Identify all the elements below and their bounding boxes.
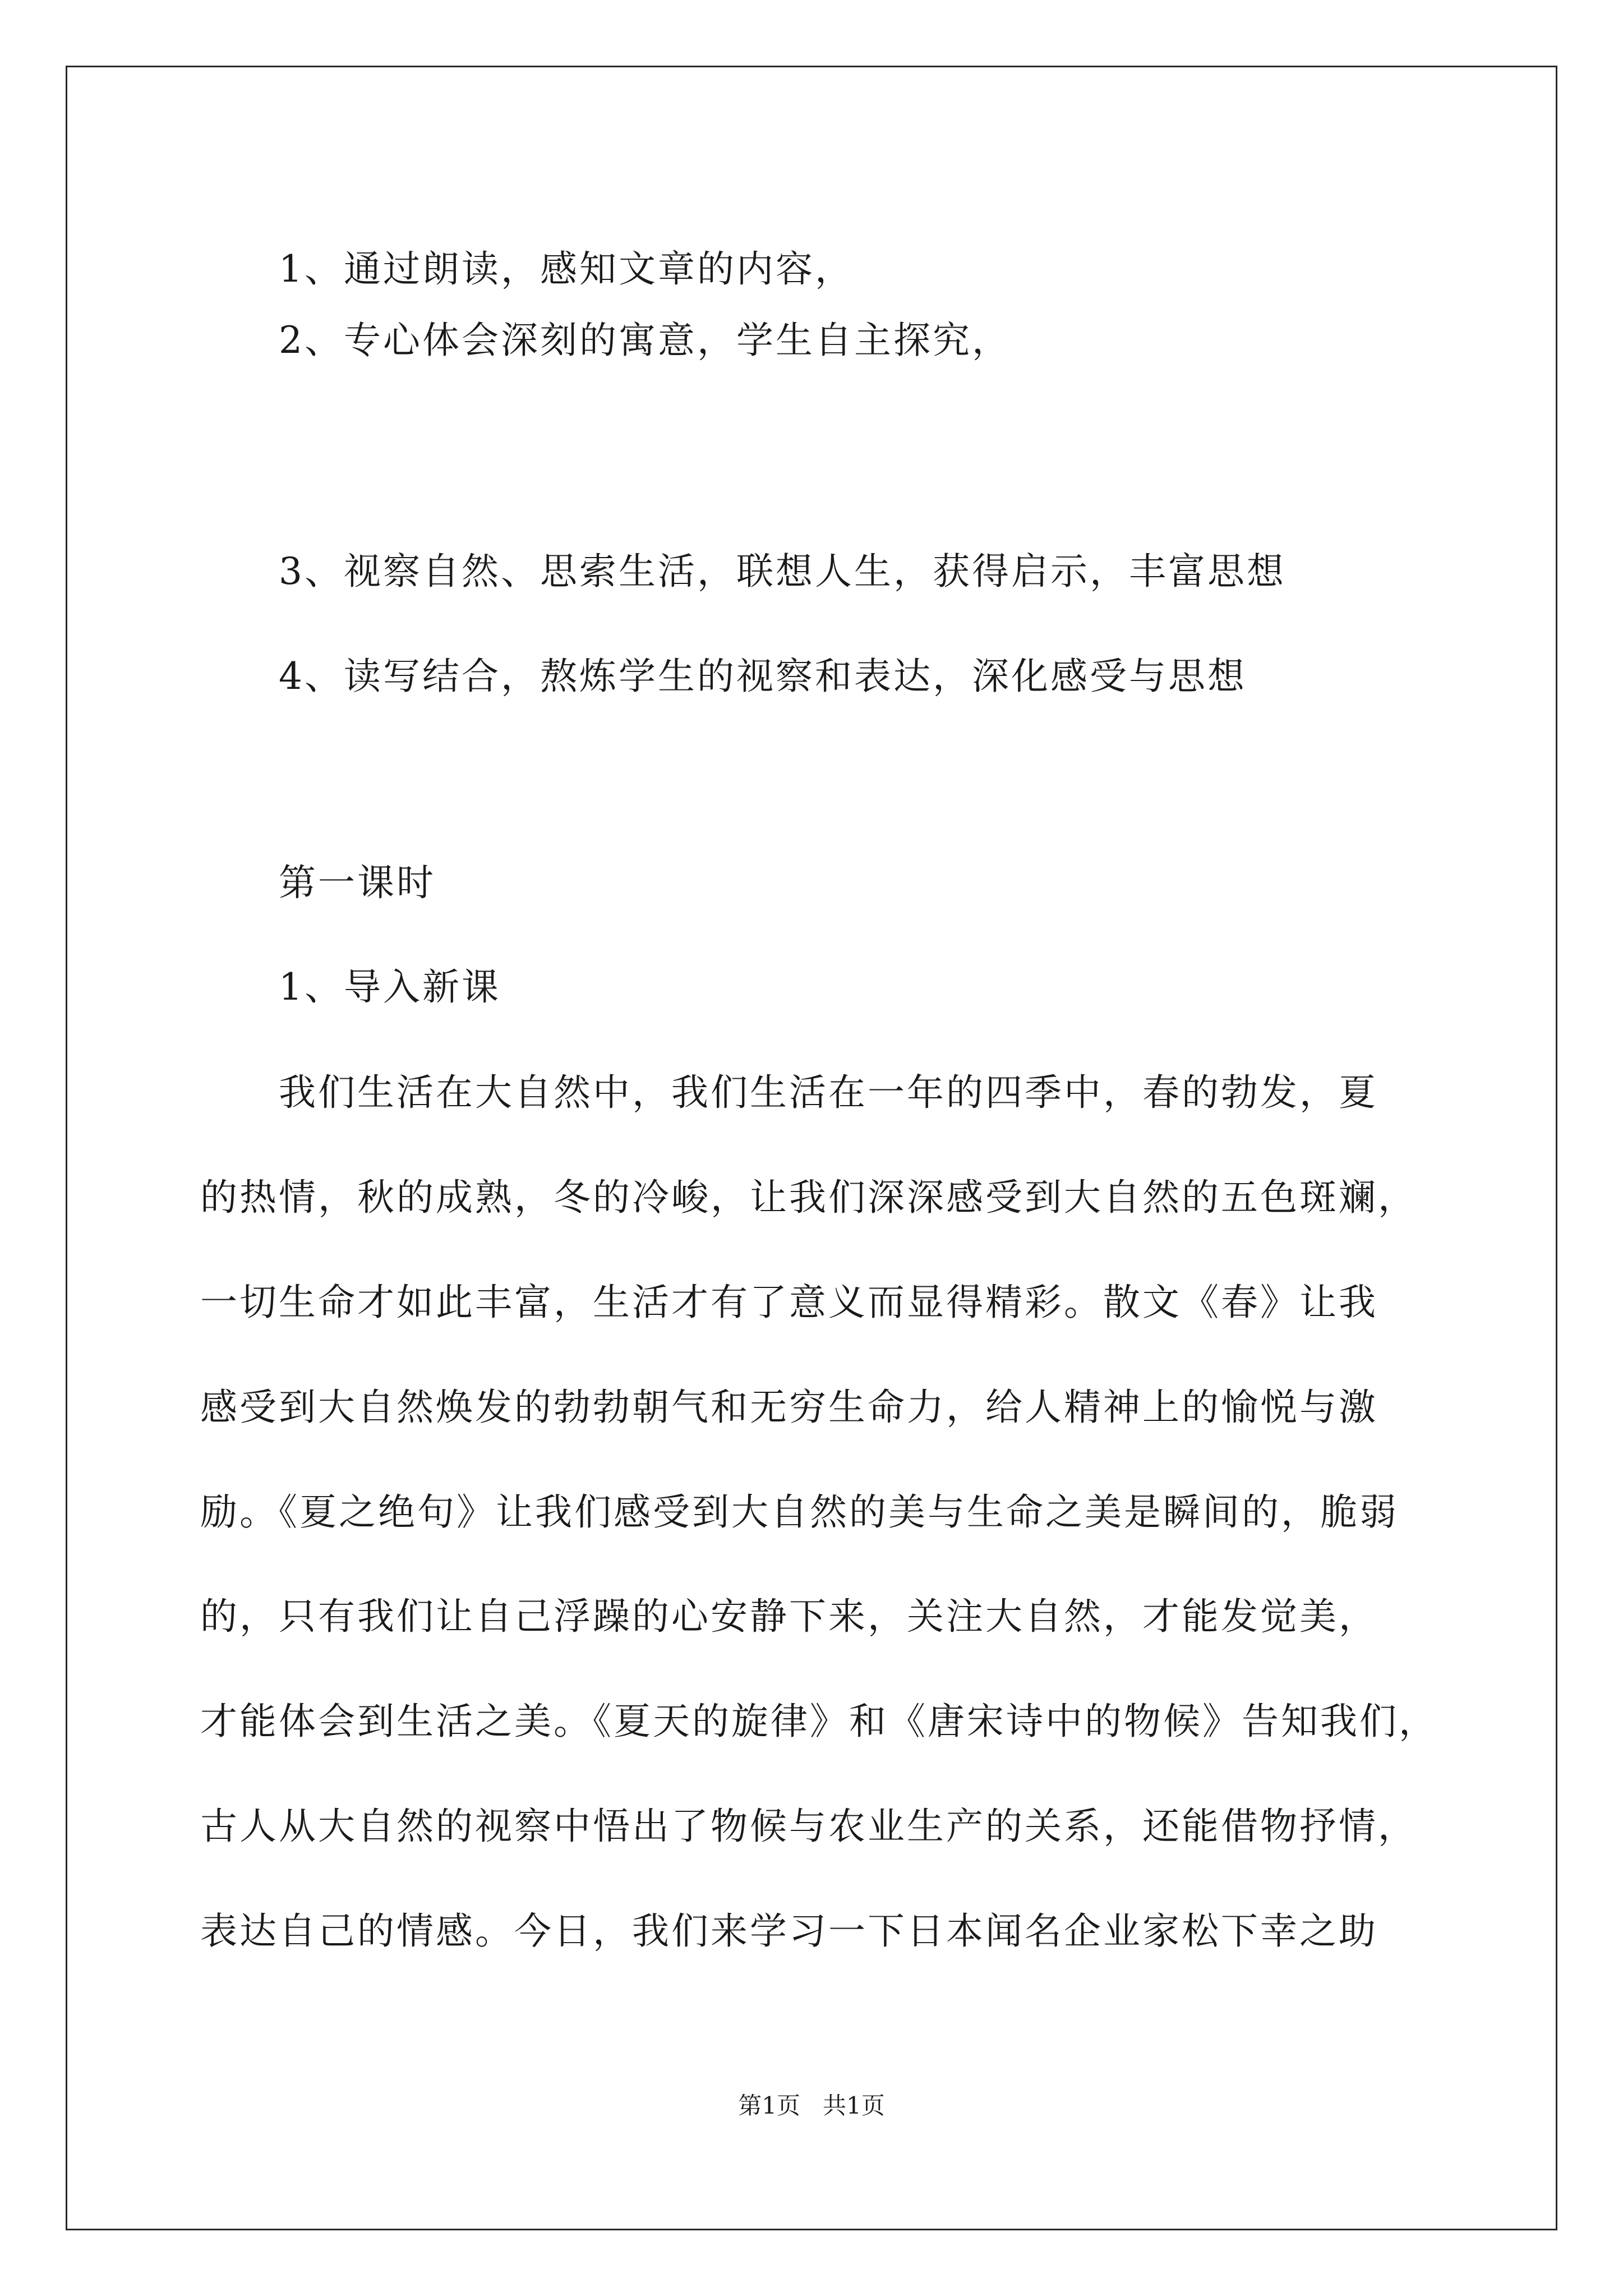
paragraph-line: 古人从大自然的视察中悟出了物候与农业生产的关系，还能借物抒情， xyxy=(200,1805,1417,1848)
paragraph-line: 的热情，秋的成熟，冬的冷峻，让我们深深感受到大自然的五色斑斓， xyxy=(200,1176,1417,1219)
paragraph-line: 表达自己的情感。今日，我们来学习一下日本闻名企业家松下幸之助 xyxy=(200,1910,1378,1953)
section-heading: 1、导入新课 xyxy=(279,965,501,1009)
page-footer: 第1页 共1页 xyxy=(738,2092,885,2119)
paragraph-line: 励。《夏之绝句》让我们感受到大自然的美与生命之美是瞬间的，脆弱 xyxy=(200,1490,1399,1534)
objective-2: 2、专心体会深刻的寓意，学生自主探究， xyxy=(279,319,1011,362)
lesson-heading: 第一课时 xyxy=(279,861,436,904)
paragraph-line: 一切生命才如此丰富，生活才有了意义而显得精彩。散文《春》让我 xyxy=(200,1281,1378,1324)
objective-1: 1、通过朗读，感知文章的内容， xyxy=(279,247,854,291)
paragraph-line: 才能体会到生活之美。《夏天的旋律》和《唐宋诗中的物候》告知我们， xyxy=(200,1700,1438,1743)
paragraph-line: 的，只有我们让自己浮躁的心安静下来，关注大自然，才能发觉美， xyxy=(200,1595,1378,1638)
objective-3: 3、视察自然、思索生活，联想人生，获得启示，丰富思想 xyxy=(279,550,1286,593)
page-border xyxy=(66,66,1557,2230)
objective-4: 4、读写结合，熬炼学生的视察和表达，深化感受与思想 xyxy=(279,655,1247,698)
paragraph-line: 感受到大自然焕发的勃勃朝气和无穷生命力，给人精神上的愉悦与激 xyxy=(200,1386,1378,1429)
paragraph-line: 我们生活在大自然中，我们生活在一年的四季中，春的勃发，夏 xyxy=(279,1071,1378,1114)
